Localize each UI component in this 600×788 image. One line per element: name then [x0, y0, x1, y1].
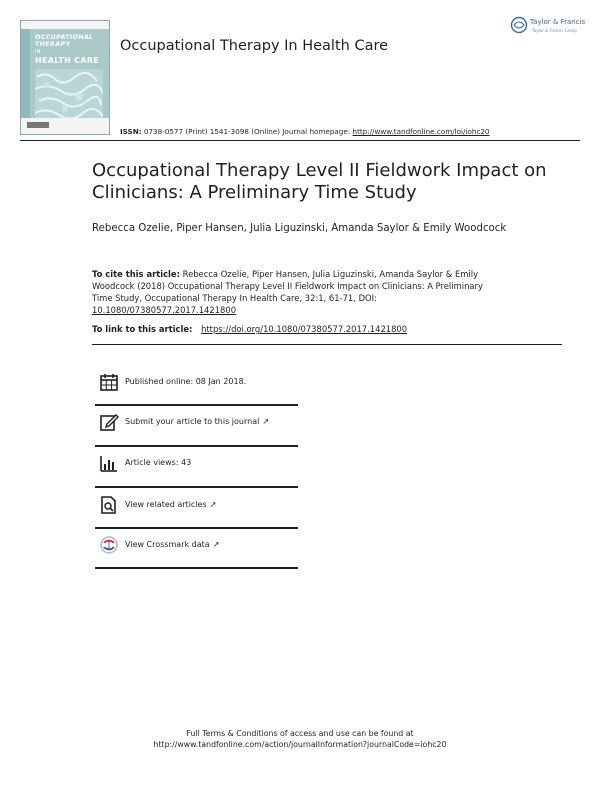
crossmark-icon [99, 535, 119, 555]
cover-texture [35, 69, 103, 121]
calendar-icon [99, 372, 119, 392]
publisher-globe-icon [510, 16, 528, 34]
info-divider [95, 404, 298, 406]
citation-text: Rebecca Ozelie, Piper Hansen, Julia Liguzinski, Amanda Saylor & Emily Woodcock (2018) Occupational Therapy Level II Fieldwork Impact on Clinicians: A Preliminary Time Study, Occupational Therapy In Health Care, 32:1, 61-71, DOI: [92, 269, 483, 303]
external-link-icon: ↗ [262, 417, 270, 426]
footer-terms-link[interactable]: http://www.tandfonline.com/action/journalInformation?journalCode=iohc20 [153, 740, 447, 749]
issn-text: 0738-0577 (Print) 1541-3098 (Online) Journal homepage: [143, 127, 351, 136]
info-divider [95, 445, 298, 447]
cover-title-line1: OCCUPATIONAL [35, 33, 94, 41]
submit-article-row[interactable] [95, 412, 298, 454]
info-divider [95, 486, 298, 488]
document-search-icon [99, 495, 119, 515]
footer [0, 728, 600, 750]
cover-title-line2: THERAPY [35, 40, 71, 48]
journal-title: Occupational Therapy In Health Care [120, 38, 389, 54]
info-divider [95, 567, 298, 569]
related-articles-label: View related articles [125, 500, 207, 509]
related-articles-link[interactable] [125, 500, 216, 509]
submit-article-label: Submit your article to this journal [125, 417, 260, 426]
publisher-logo [510, 16, 586, 40]
article-link-line [92, 324, 407, 334]
article-authors: Rebecca Ozelie, Piper Hansen, Julia Liguzinski, Amanda Saylor & Emily Woodcock [92, 223, 507, 234]
citation-doi-link[interactable]: 10.1080/07380577.2017.1421800 [92, 305, 237, 315]
issn-line [120, 127, 490, 136]
crossmark-row[interactable] [95, 535, 298, 577]
article-views-row [95, 453, 298, 495]
footer-terms-text: Full Terms & Conditions of access and use can be found at [186, 729, 414, 738]
citation-divider [92, 344, 562, 345]
bar-chart-icon [99, 453, 119, 473]
journal-cover-image [20, 20, 110, 135]
article-title: Occupational Therapy Level II Fieldwork Impact on Clinicians: A Preliminary Time Study [92, 160, 547, 203]
external-link-icon: ↗ [212, 540, 220, 549]
published-online-row [95, 372, 298, 414]
info-divider [95, 527, 298, 529]
publisher-sub: Taylor & Francis Group [532, 28, 577, 33]
cover-title-line4: HEALTH CARE [35, 56, 100, 65]
related-articles-row[interactable] [95, 495, 298, 537]
cover-title-line3: IN [35, 49, 41, 55]
external-link-icon: ↗ [209, 500, 217, 509]
article-doi-link[interactable]: https://doi.org/10.1080/07380577.2017.1421800 [201, 324, 408, 334]
edit-icon [99, 412, 119, 432]
crossmark-label: View Crossmark data [125, 540, 210, 549]
journal-homepage-link[interactable]: http://www.tandfonline.com/loi/iohc20 [352, 127, 490, 136]
publisher-name: Taylor & Francis [530, 18, 586, 26]
submit-article-link[interactable] [125, 417, 269, 426]
citation-label: To cite this article: [92, 269, 180, 279]
published-online-text: Published online: 08 Jan 2018. [125, 377, 247, 386]
issn-label: ISSN: [120, 127, 142, 136]
article-views-text: Article views: 43 [125, 458, 192, 467]
header-divider [20, 140, 580, 141]
article-link-label: To link to this article: [92, 324, 193, 334]
crossmark-link[interactable] [125, 540, 219, 549]
citation-block [92, 268, 492, 316]
